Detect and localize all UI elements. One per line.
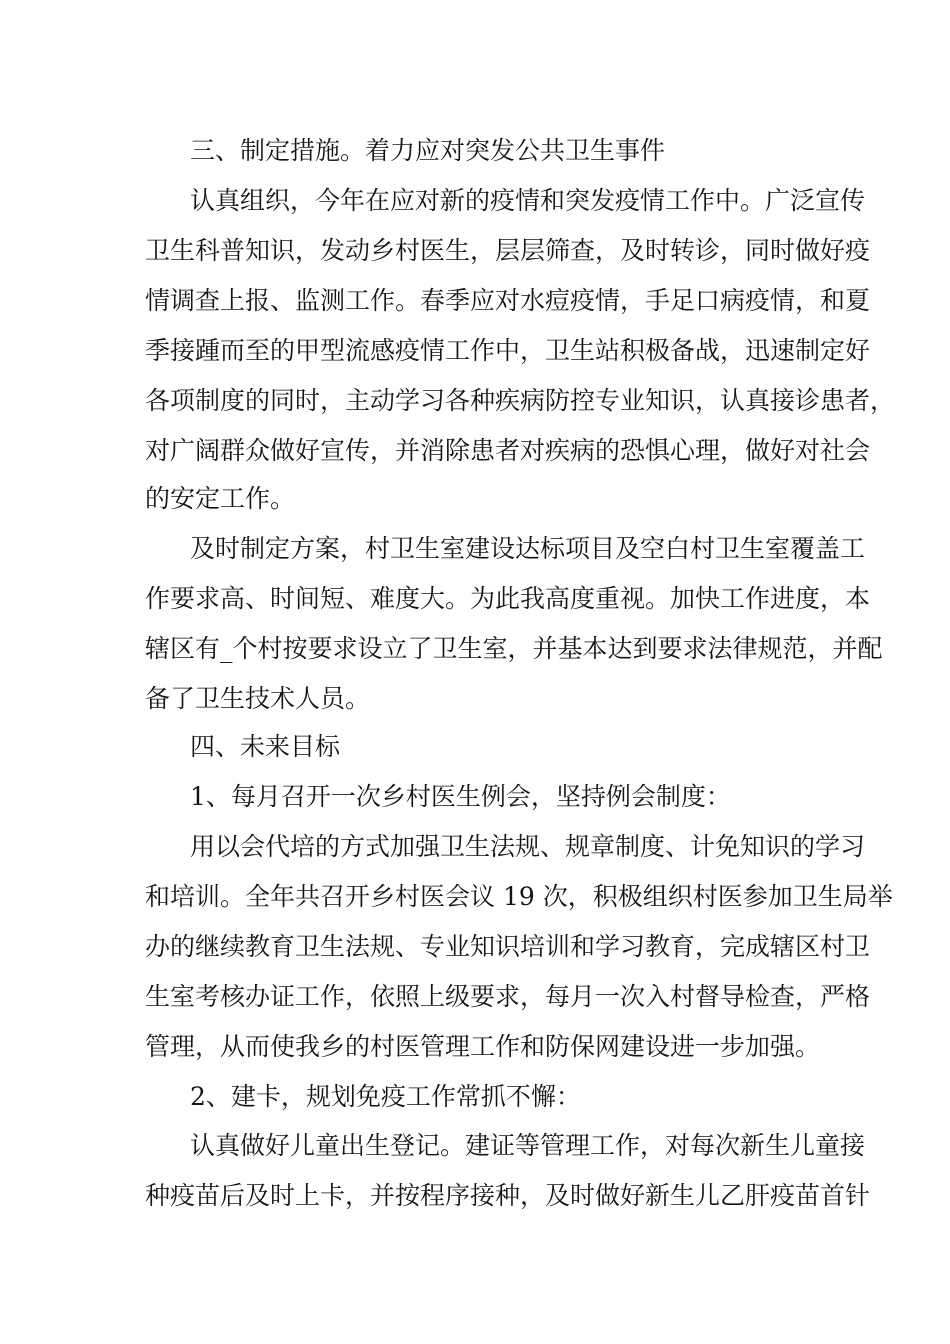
paragraph-line: 用以会代培的方式加强卫生法规、规章制度、计免知识的学习 — [190, 832, 866, 861]
paragraph-line: 季接踵而至的甲型流感疫情工作中，卫生站积极备战，迅速制定好 — [145, 336, 871, 365]
paragraph-line: 认真组织，今年在应对新的疫情和突发疫情工作中。广泛宣传 — [190, 186, 866, 215]
section-heading-measures: 三、制定措施。着力应对突发公共卫生事件 — [190, 136, 666, 165]
paragraph-line: 种疫苗后及时上卡，并按程序接种，及时做好新生儿乙肝疫苗首针 — [145, 1181, 871, 1210]
paragraph-line: 辖区有_个村按要求设立了卫生室，并基本达到要求法律规范，并配 — [145, 634, 883, 663]
subheading-immunization: 2、建卡，规划免疫工作常抓不懈： — [190, 1082, 581, 1111]
subheading-monthly-meeting: 1、每月召开一次乡村医生例会，坚持例会制度： — [190, 782, 731, 811]
paragraph-line: 管理，从而使我乡的村医管理工作和防保网建设进一步加强。 — [145, 1032, 821, 1061]
paragraph-line: 对广阔群众做好宣传，并消除患者对疾病的恐惧心理，做好对社会 — [145, 436, 871, 465]
paragraph-line: 认真做好儿童出生登记。建证等管理工作，对每次新生儿童接 — [190, 1131, 866, 1160]
paragraph-line: 各项制度的同时，主动学习各种疾病防控专业知识，认真接诊患者， — [145, 386, 896, 415]
section-heading-future-goals: 四、未来目标 — [190, 732, 341, 761]
paragraph-line: 备了卫生技术人员。 — [145, 684, 371, 713]
paragraph-line: 作要求高、时间短、难度大。为此我高度重视。加快工作进度，本 — [145, 584, 871, 613]
paragraph-line: 和培训。全年共召开乡村医会议 19 次，积极组织村医参加卫生局举 — [145, 882, 893, 911]
paragraph-line: 卫生科普知识，发动乡村医生，层层筛查，及时转诊，同时做好疫 — [145, 236, 871, 265]
paragraph-line: 情调查上报、监测工作。春季应对水痘疫情，手足口病疫情，和夏 — [145, 286, 871, 315]
paragraph-line: 的安定工作。 — [145, 484, 296, 513]
paragraph-line: 及时制定方案，村卫生室建设达标项目及空白村卫生室覆盖工 — [190, 534, 866, 563]
paragraph-line: 办的继续教育卫生法规、专业知识培训和学习教育，完成辖区村卫 — [145, 932, 871, 961]
paragraph-line: 生室考核办证工作，依照上级要求，每月一次入村督导检查，严格 — [145, 982, 871, 1011]
